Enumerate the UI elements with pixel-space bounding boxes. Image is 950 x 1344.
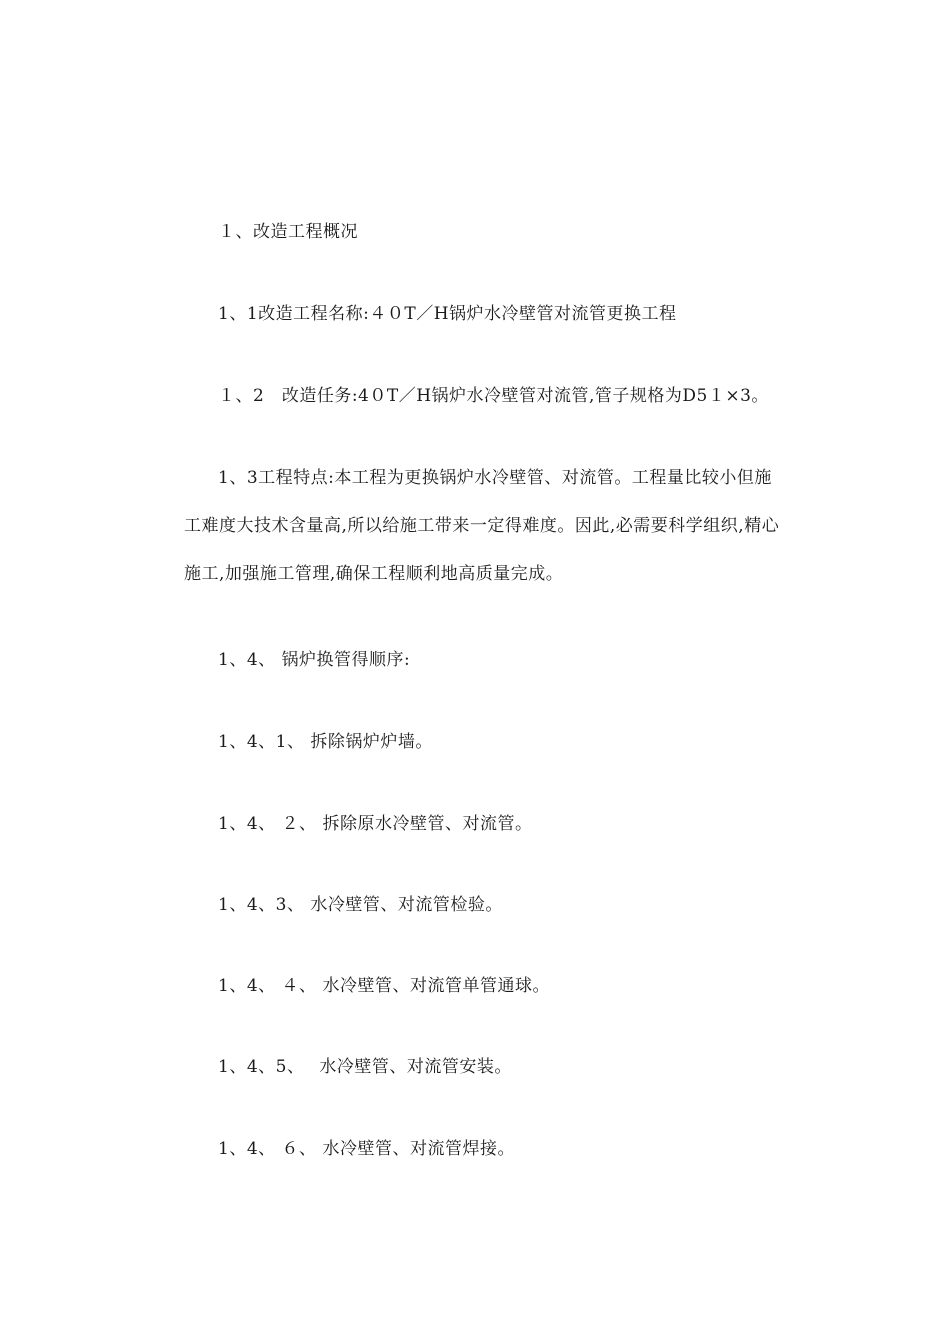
step-item: 1、4、 ４、 水冷壁管、对流管单管通球。 — [218, 976, 550, 996]
sequence-title: 1、4、 锅炉换管得顺序: — [218, 650, 411, 670]
step-item: 1、4、 ６、 水冷壁管、对流管焊接。 — [218, 1139, 515, 1159]
step-item: 1、4、3、 水冷壁管、对流管检验。 — [218, 895, 503, 915]
step-item: 1、4、 ２、 拆除原水冷壁管、对流管。 — [218, 814, 533, 834]
step-item: 1、4、1、 拆除锅炉炉墙。 — [218, 732, 433, 752]
project-name-line: 1、1改造工程名称:４０T／H锅炉水冷壁管对流管更换工程 — [218, 304, 677, 324]
features-line-3: 施工,加强施工管理,确保工程顺利地高质量完成。 — [184, 564, 564, 584]
task-line: １、2 改造任务:4０T／H锅炉水冷壁管对流管,管子规格为D5１×3。 — [218, 386, 769, 406]
features-line-2: 工难度大技术含量高,所以给施工带来一定得难度。因此,必需要科学组织,精心 — [184, 516, 780, 536]
features-line-1: 1、3工程特点:本工程为更换锅炉水冷壁管、对流管。工程量比较小但施 — [218, 468, 772, 488]
section-heading-1: １、改造工程概况 — [218, 222, 358, 242]
step-item: 1、4、5、 水冷壁管、对流管安装。 — [218, 1057, 512, 1077]
